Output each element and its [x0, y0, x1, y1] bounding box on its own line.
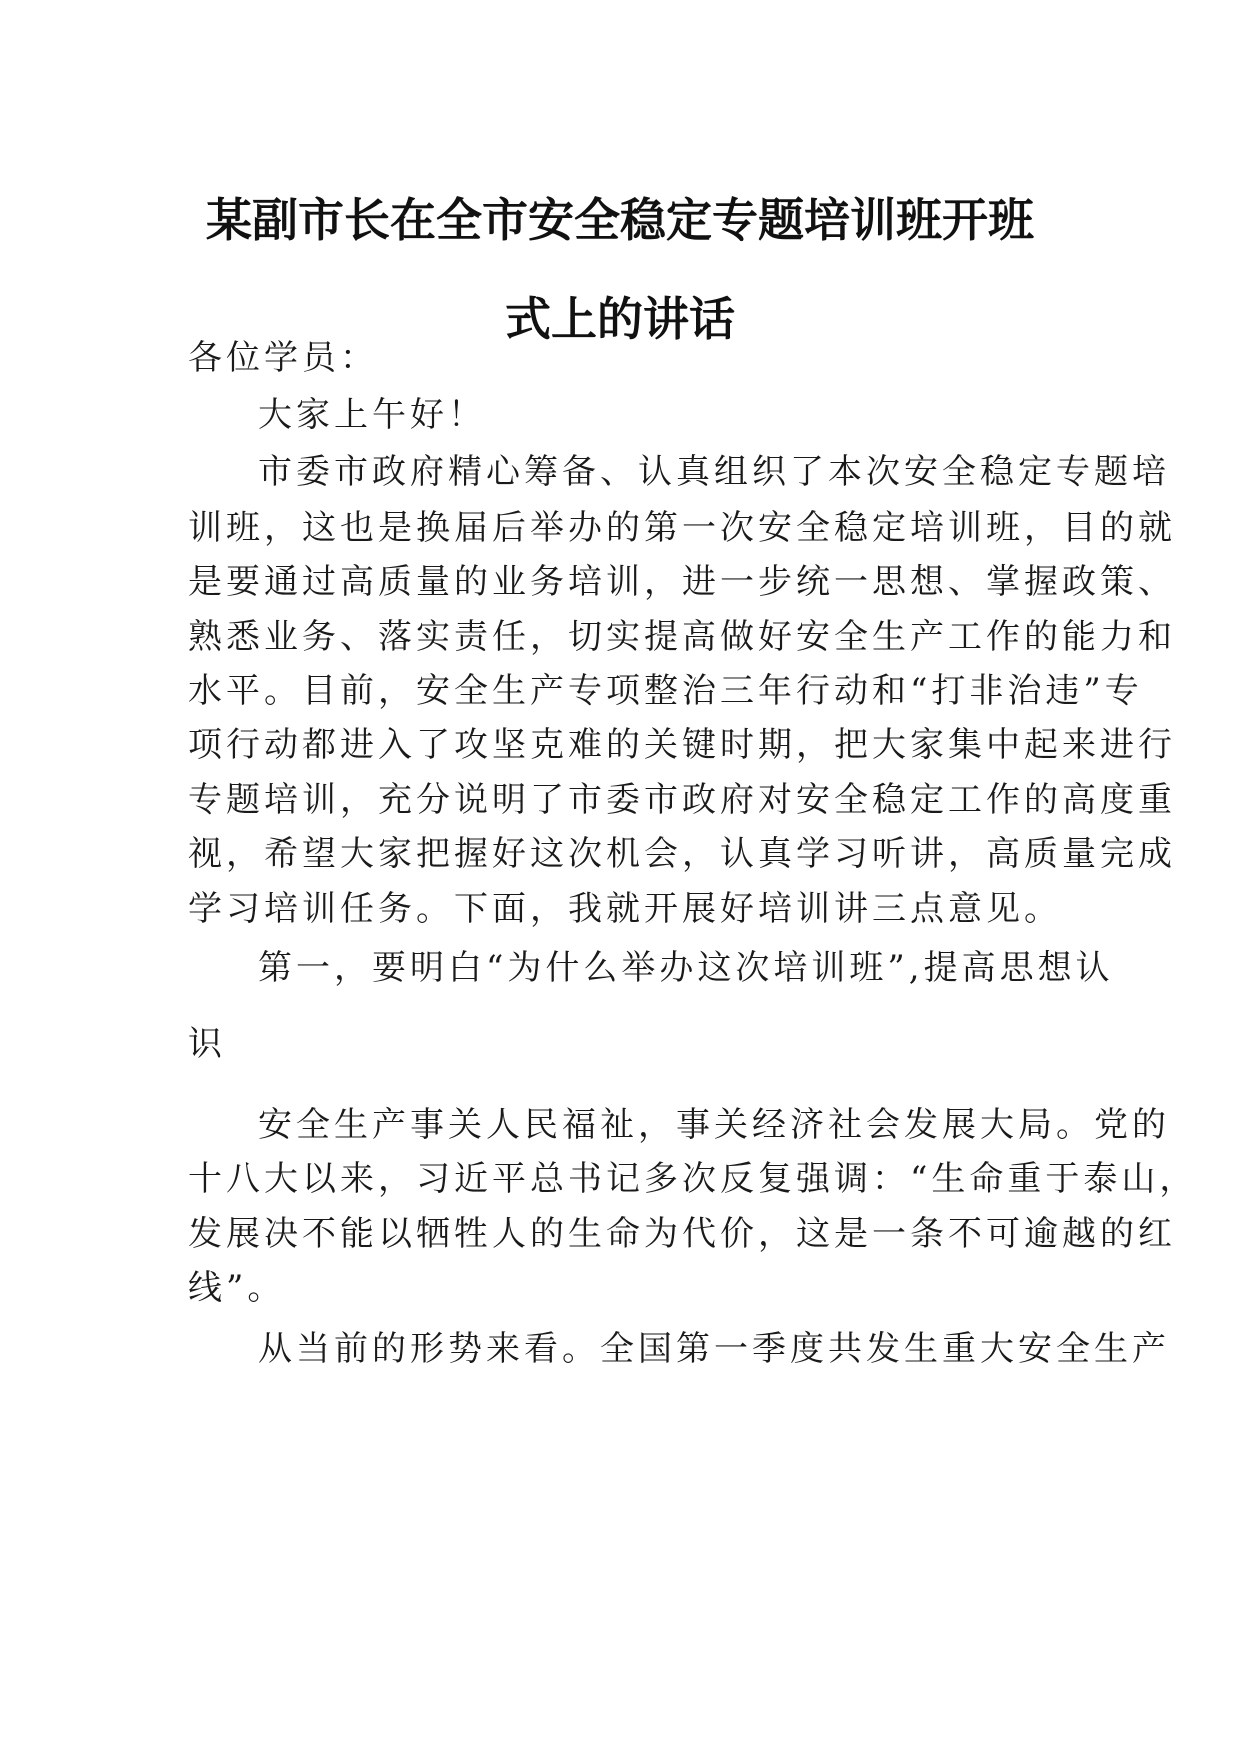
section-heading-line: 识: [188, 1024, 226, 1064]
body-text-line: 是要通过高质量的业务培训，进一步统一思想、掌握政策、: [188, 562, 1176, 602]
document-title-line-2: 式上的讲话: [505, 292, 735, 346]
body-text-line: 训班，这也是换届后举办的第一次安全稳定培训班，目的就: [188, 508, 1176, 548]
body-text-line: 十八大以来，习近平总书记多次反复强调：“生命重于泰山，: [188, 1159, 1198, 1199]
body-text-line: 专题培训，充分说明了市委市政府对安全稳定工作的高度重: [188, 780, 1176, 820]
body-text-line: 项行动都进入了攻坚克难的关键时期，把大家集中起来进行: [188, 725, 1176, 765]
body-text-line: 视，希望大家把握好这次机会，认真学习听讲，高质量完成: [188, 834, 1176, 874]
body-text-line: 从当前的形势来看。全国第一季度共发生重大安全生产: [258, 1329, 1170, 1369]
body-text-line: 市委市政府精心筹备、认真组织了本次安全稳定专题培: [258, 452, 1170, 492]
body-text-line: 学习培训任务。下面，我就开展好培训讲三点意见。: [188, 889, 1062, 929]
salutation: 各位学员：: [188, 338, 378, 378]
body-text-line: 水平。目前，安全生产专项整治三年行动和“打非治违”专: [188, 671, 1143, 711]
body-text-line: 线”。: [188, 1268, 286, 1308]
body-text-line: 熟悉业务、落实责任，切实提高做好安全生产工作的能力和: [188, 617, 1176, 657]
body-text-line: 安全生产事关人民福祉，事关经济社会发展大局。党的: [258, 1105, 1170, 1145]
greeting: 大家上午好！: [258, 395, 486, 435]
section-heading-line: 第一，要明白“为什么举办这次培训班”,提高思想认: [258, 948, 1114, 988]
body-text-line: 发展决不能以牺牲人的生命为代价，这是一条不可逾越的红: [188, 1214, 1176, 1254]
document-title-line-1: 某副市长在全市安全稳定专题培训班开班: [206, 193, 1034, 247]
